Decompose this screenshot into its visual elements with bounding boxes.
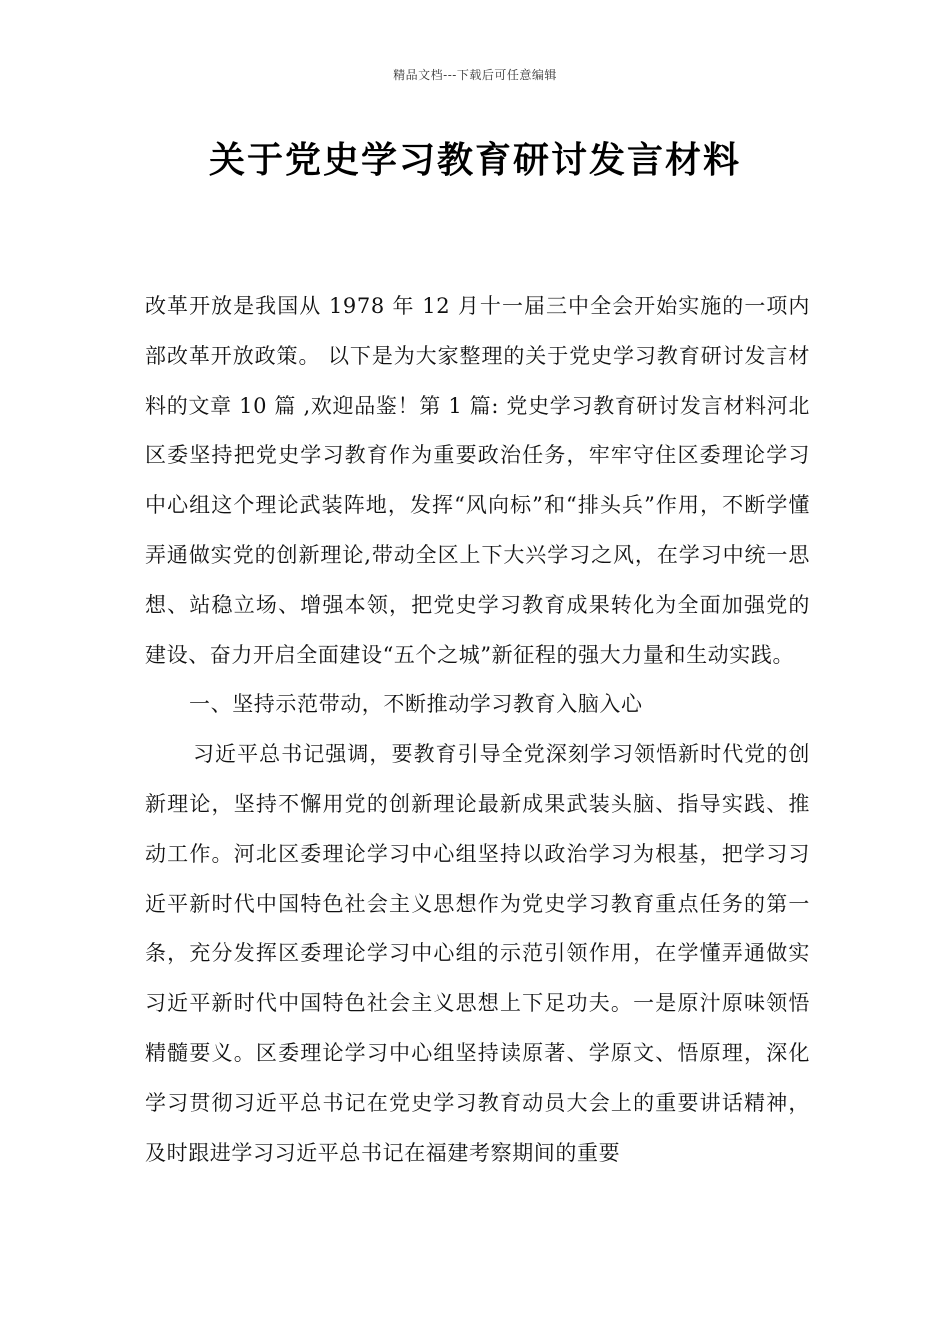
document-body: [145, 282, 810, 1178]
document-title: 关于党史学习教育研讨发言材料: [208, 140, 741, 181]
paragraph-section-1: 习近平总书记强调，要教育引导全党深刻学习领悟新时代党的创新理论，坚持不懈用党的创新理论最新成果武装头脑、指导实践、推动工作。河北区委理论学习中心组坚持以政治学习为根基，把学习习近平新时代中国特色社会主义思想作为党史学习教育重点任务的第一条，充分发挥区委理论学习中心组的示范引领作用，在学懂弄通做实习近平新时代中国特色社会主义思想上下足功夫。一是原汁原味领悟精髓要义。区委理论学习中心组坚持读原著、学原文、悟原理，深化学习贯彻习近平总书记在党史学习教育动员大会上的重要讲话精神，及时跟进学习习近平总书记在福建考察期间的重要: [145, 742, 810, 1165]
paragraph-intro: 改革开放是我国从 1978 年 12 月十一届三中全会开始实施的一项内部改革开放政策。 以下是为大家整理的关于党史学习教育研讨发言材料的文章 10 篇 ,欢迎品鉴！第 1 篇: 党史学习教育研讨发言材料河北区委坚持把党史学习教育作为重要政治任务，牢牢守住区委理论学习中心组这个理论武装阵地，发挥“风向标”和“排头兵”作用，不断学懂弄通做实党的创新理论,带动全区上下大兴学习之风，在学习中统一思想、站稳立场、增强本领，把党史学习教育成果转化为全面加强党的建设、奋力开启全面建设“五个之城”新征程的强大力量和生动实践。: [145, 294, 810, 667]
section-heading: 一、坚持示范带动，不断推动学习教育入脑入心: [189, 692, 643, 717]
header-note: 精品文档---下载后可任意编辑: [393, 68, 557, 82]
